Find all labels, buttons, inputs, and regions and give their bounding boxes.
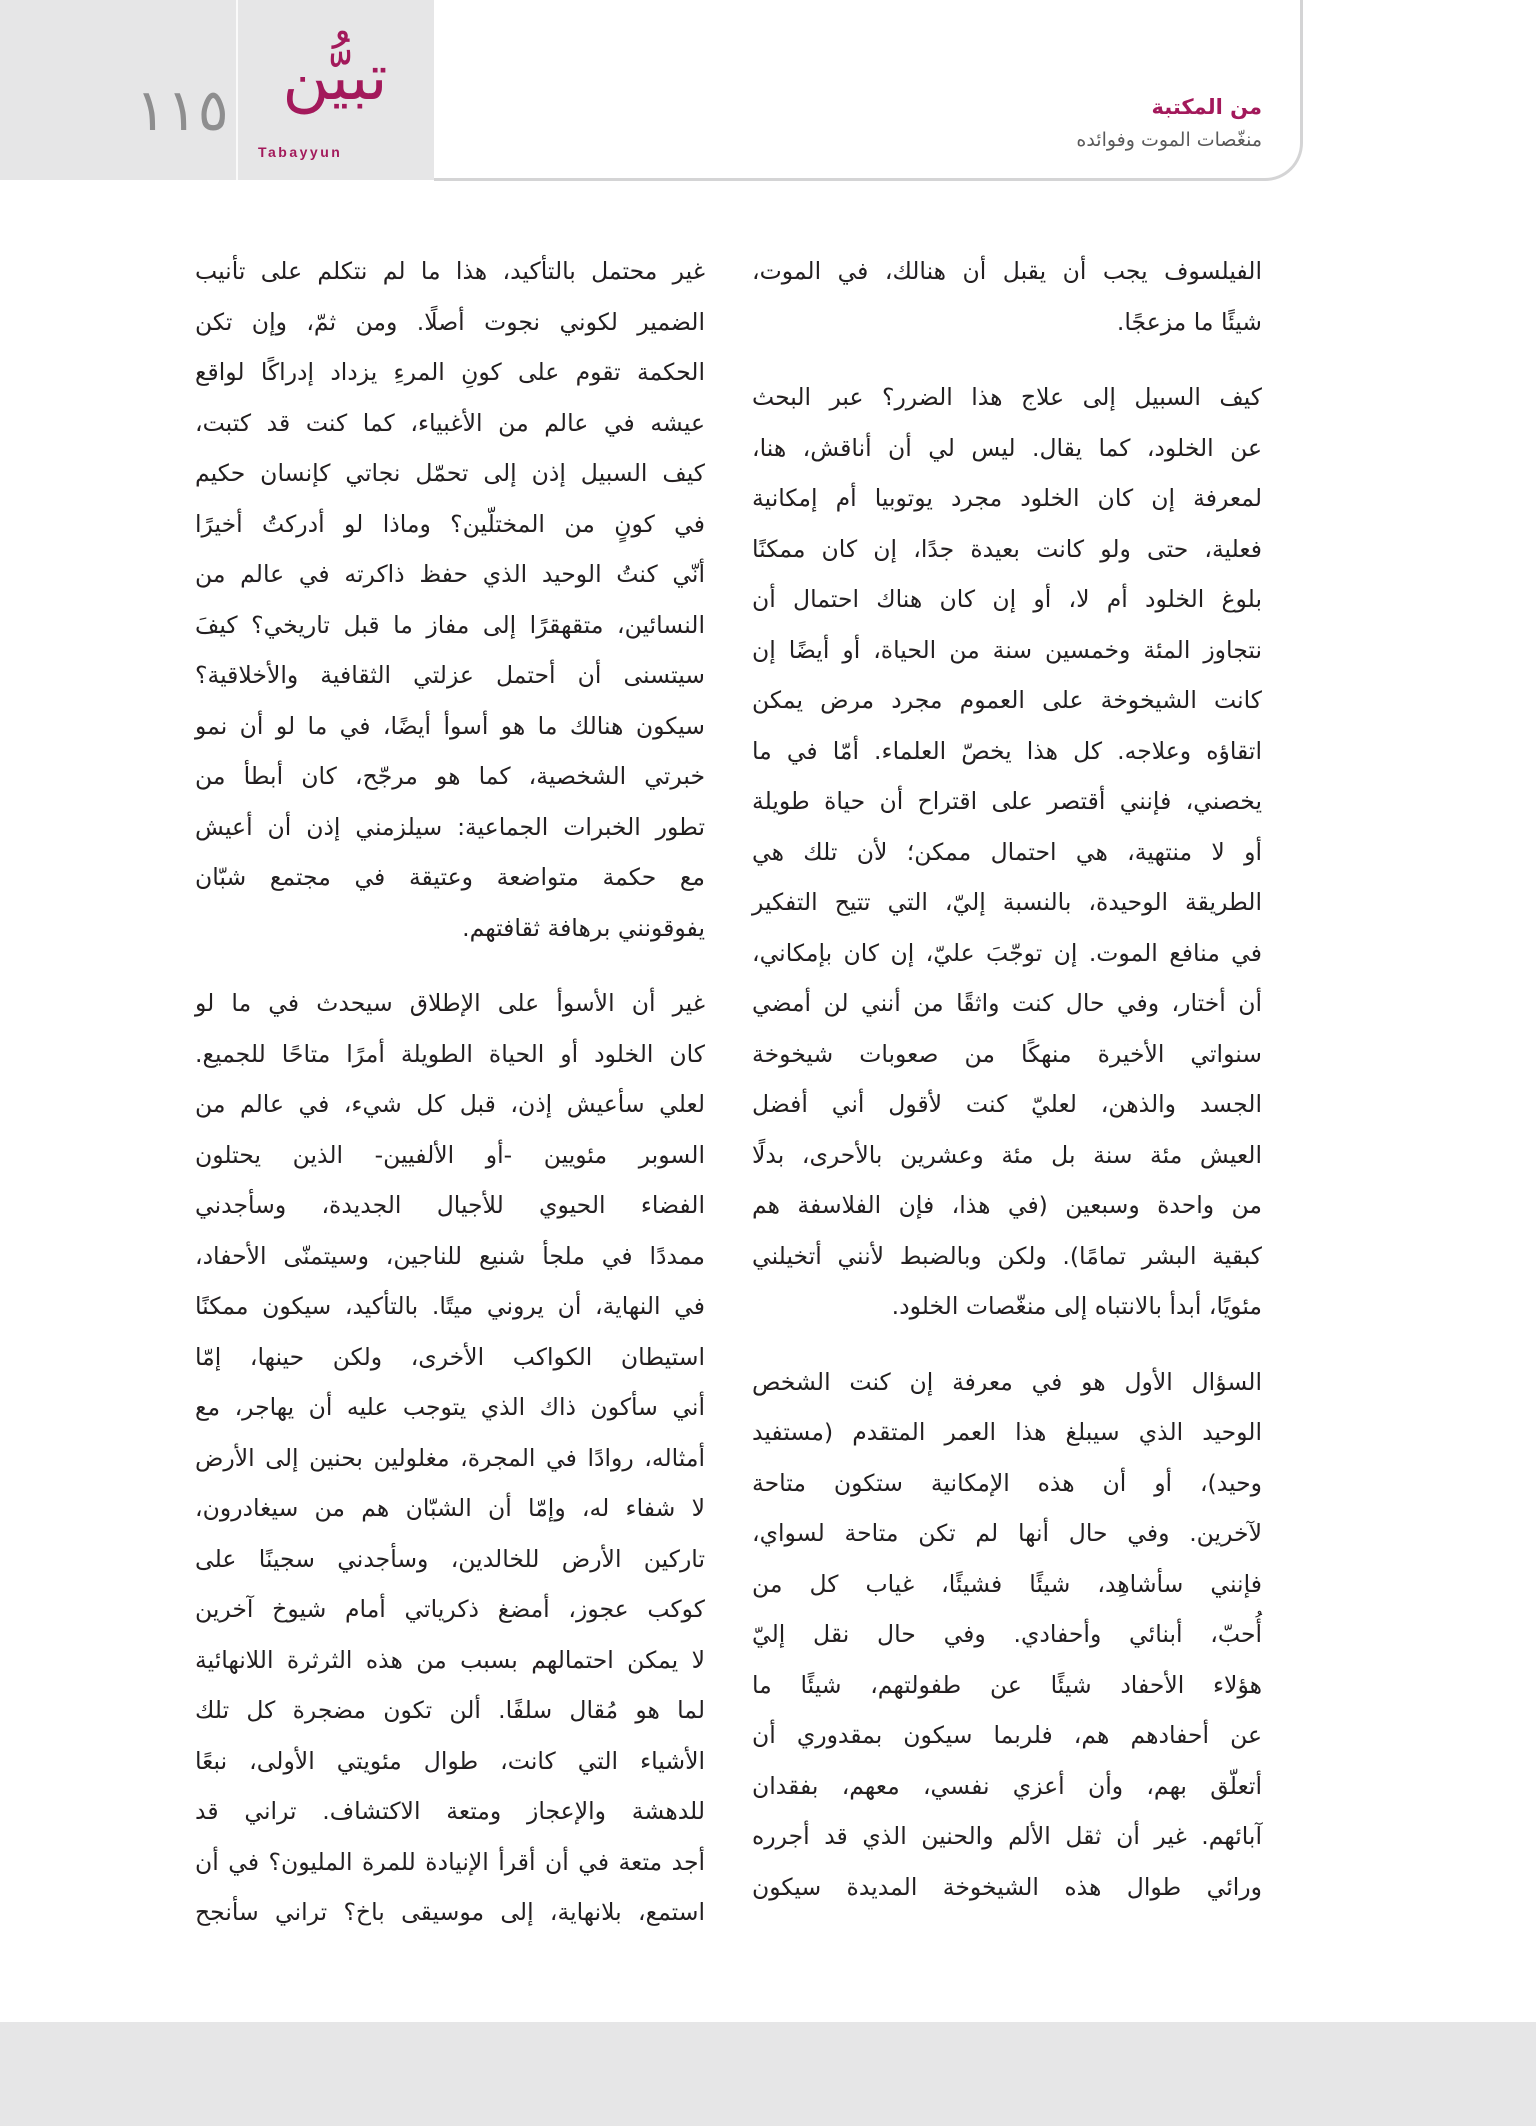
text-line: استمع، بلانهاية، إلى موسيقى باخ؟ تراني سأنجح <box>195 1898 705 1926</box>
text-line: لا يمكن احتمالهم بسبب من هذه الثرثرة اللانهائية <box>195 1645 705 1674</box>
section-label: من المكتبة <box>1151 95 1262 119</box>
text-line: السوبر مئويين -أو الألفيين- الذين يحتلون <box>195 1140 705 1169</box>
text-line: أو لا منتهية، هي احتمال ممكن؛ لأن تلك هي <box>752 837 1262 866</box>
text-line: الحكمة تقوم على كونِ المرءِ يزداد إدراكًا لواقع <box>195 358 705 386</box>
header-frame <box>434 0 1303 181</box>
text-line: ممددًا في ملجأ شنيع للناجين، وسيتمنّى الأحفاد، <box>195 1241 705 1270</box>
text-line: سيتسنى أن أحتمل عزلتي الثقافية والأخلاقية؟ <box>195 661 705 689</box>
text-line: عن أحفادهم هم، فلربما سيكون بمقدوري أن <box>752 1721 1262 1749</box>
running-title: منغّصات الموت وفوائده <box>1076 129 1262 151</box>
text-line: ورائي طوال هذه الشيخوخة المديدة سيكون <box>752 1872 1262 1901</box>
text-line: مع حكمة متواضعة وعتيقة في مجتمع شبّان <box>195 863 705 891</box>
text-line: شيئًا ما مزعجًا. <box>1116 307 1262 336</box>
text-line: لما هو مُقال سلفًا. ألن تكون مضجرة كل تلك <box>195 1696 705 1724</box>
text-line: غير أن الأسوأ على الإطلاق سيحدث في ما لو <box>195 989 705 1017</box>
paragraph <box>195 978 705 1938</box>
text-line: سيكون هنالك ما هو أسوأ أيضًا، في ما لو أن نمو <box>195 711 705 740</box>
text-line: لا شفاء له، وإمّا أن الشبّان هم من سيغادرون، <box>195 1494 705 1522</box>
text-line: أني سأكون ذاك الذي يتوجب عليه أن يهاجر، مع <box>195 1393 705 1421</box>
text-line: يفوقونني برهافة ثقافتهم. <box>462 913 705 942</box>
text-line: أُحبّ، أبنائي وأحفادي. وفي حال نقل إليّ <box>752 1620 1262 1648</box>
text-line: سنواتي الأخيرة منهكًا من صعوبات شيخوخة <box>752 1039 1262 1068</box>
text-line: عيشه في عالم من الأغبياء، كما كنت قد كتبت، <box>195 408 705 437</box>
text-line: هؤلاء الأحفاد شيئًا عن طفولتهم، شيئًا ما <box>752 1670 1262 1699</box>
text-line: لآخرين. وفي حال أنها لم تكن متاحة لسواي، <box>752 1519 1262 1547</box>
text-line: لمعرفة إن كان الخلود مجرد يوتوبيا أم إمكانية <box>752 484 1262 512</box>
right-column <box>752 246 1262 1912</box>
text-line: السؤال الأول هو في معرفة إن كنت الشخص <box>752 1367 1262 1396</box>
text-line: الأشياء التي كانت، طوال مئويتي الأولى، نبعًا <box>195 1746 705 1775</box>
paragraph <box>195 246 705 953</box>
text-line: يخصني، فإنني أقتصر على اقتراح أن حياة طويلة <box>752 787 1262 815</box>
text-line: تاركين الأرض للخالدين، وسأجدني سجينًا على <box>195 1544 705 1573</box>
left-column <box>195 246 705 1938</box>
text-line: أنّي كنتُ الوحيد الذي حفظ ذاكرته في عالم من <box>195 560 705 588</box>
paragraph <box>752 372 1262 1332</box>
text-line: في النهاية، أن يروني ميتًا. بالتأكيد، سيكون ممكنًا <box>195 1292 705 1320</box>
text-line: كبقية البشر تمامًا). ولكن وبالضبط لأنني أتخيلني <box>752 1241 1262 1270</box>
paragraph <box>752 246 1262 347</box>
page-number: ١١٥ <box>135 76 229 144</box>
text-line: غير محتمل بالتأكيد، هذا ما لم نتكلم على تأنيب <box>195 257 705 285</box>
text-line: خبرتي الشخصية، كما هو مرجّح، كان أبطأ من <box>195 762 705 790</box>
text-line: فإنني سأشاهِد، شيئًا فشيئًا، غياب كل من <box>752 1569 1262 1598</box>
text-line: الجسد والذهن، لعليّ كنت لأقول أني أفضل <box>752 1090 1262 1118</box>
text-line: الوحيد الذي سيبلغ هذا العمر المتقدم (مستفيد <box>752 1418 1262 1446</box>
text-line: من واحدة وسبعين (في هذا، فإن الفلاسفة هم <box>752 1191 1262 1219</box>
text-line: عن الخلود، كما يقال. ليس لي أن أناقش، هنا، <box>752 433 1262 462</box>
text-line: اتقاؤه وعلاجه. كل هذا يخصّ العلماء. أمّا في ما <box>752 736 1262 765</box>
footer-band <box>0 2022 1536 2126</box>
text-line: بلوغ الخلود أم لا، أو إن كان هناك احتمال أن <box>752 585 1262 613</box>
text-line: وحيد)، أو أن هذه الإمكانية ستكون متاحة <box>752 1468 1262 1497</box>
text-line: فعلية، حتى ولو كانت بعيدة جدًا، إن كان ممكنًا <box>752 534 1262 563</box>
text-line: لعلي سأعيش إذن، قبل كل شيء، في عالم من <box>195 1090 705 1118</box>
text-line: كوكب عجوز، أمضغ ذكرياتي أمام شيوخ آخرين <box>195 1595 705 1623</box>
text-line: الضمير لكوني نجوت أصلًا. ومن ثمّ، وإن تكن <box>195 307 705 336</box>
text-line: كيف السبيل إذن إلى تحمّل نجاتي كإنسان حكيم <box>195 459 705 487</box>
text-line: أن أختار، وفي حال كنت واثقًا من أنني لن أمضي <box>752 989 1262 1017</box>
text-line: الفيلسوف يجب أن يقبل أن هنالك، في الموت، <box>752 257 1262 285</box>
text-line: للدهشة والإعجاز ومتعة الاكتشاف. تراني قد <box>195 1797 705 1825</box>
text-line: العيش مئة سنة بل مئة وعشرين بالأحرى، بدلًا <box>752 1140 1262 1169</box>
text-line: الفضاء الحيوي للأجيال الجديدة، وسأجدني <box>195 1191 705 1219</box>
journal-logo-latin: Tabayyun <box>258 144 343 160</box>
text-line: نتجاوز المئة وخمسين سنة من الحياة، أو أيضًا إن <box>752 635 1262 664</box>
text-line: كيف السبيل إلى علاج هذا الضرر؟ عبر البحث <box>752 383 1262 411</box>
text-line: استيطان الكواكب الأخرى، ولكن حينها، إمّا <box>195 1342 705 1371</box>
text-line: أمثاله، روادًا في المجرة، مغلولين بحنين إلى الأرض <box>195 1443 705 1472</box>
text-line: في منافع الموت. إن توجّبَ عليّ، إن كان بإمكاني، <box>752 938 1262 967</box>
text-line: أتعلّق بهم، وأن أعزي نفسي، معهم، بفقدان <box>752 1771 1262 1800</box>
text-line: تطور الخبرات الجماعية: سيلزمني إذن أن أعيش <box>195 812 705 841</box>
text-line: النسائين، متقهقرًا إلى مفاز ما قبل تاريخي؟ كيفَ <box>195 610 705 639</box>
text-line: أجد متعة في أن أقرأ الإنيادة للمرة المليون؟ في أن <box>195 1847 705 1876</box>
text-line: كانت الشيخوخة على العموم مجرد مرض يمكن <box>752 686 1262 714</box>
text-line: مئويًا، أبدأ بالانتباه إلى منغّصات الخلود. <box>891 1292 1262 1320</box>
text-line: في كونٍ من المختلّين؟ وماذا لو أدركتُ أخيرًا <box>195 509 705 538</box>
journal-logo: تبيُّن <box>282 41 388 115</box>
text-line: آبائهم. غير أن ثقل الألم والحنين الذي قد أجرره <box>752 1822 1262 1850</box>
text-line: الطريقة الوحيدة، بالنسبة إليّ، التي تتيح التفكير <box>752 888 1262 916</box>
text-line: كان الخلود أو الحياة الطويلة أمرًا متاحًا للجميع. <box>195 1039 705 1068</box>
paragraph <box>752 1357 1262 1913</box>
